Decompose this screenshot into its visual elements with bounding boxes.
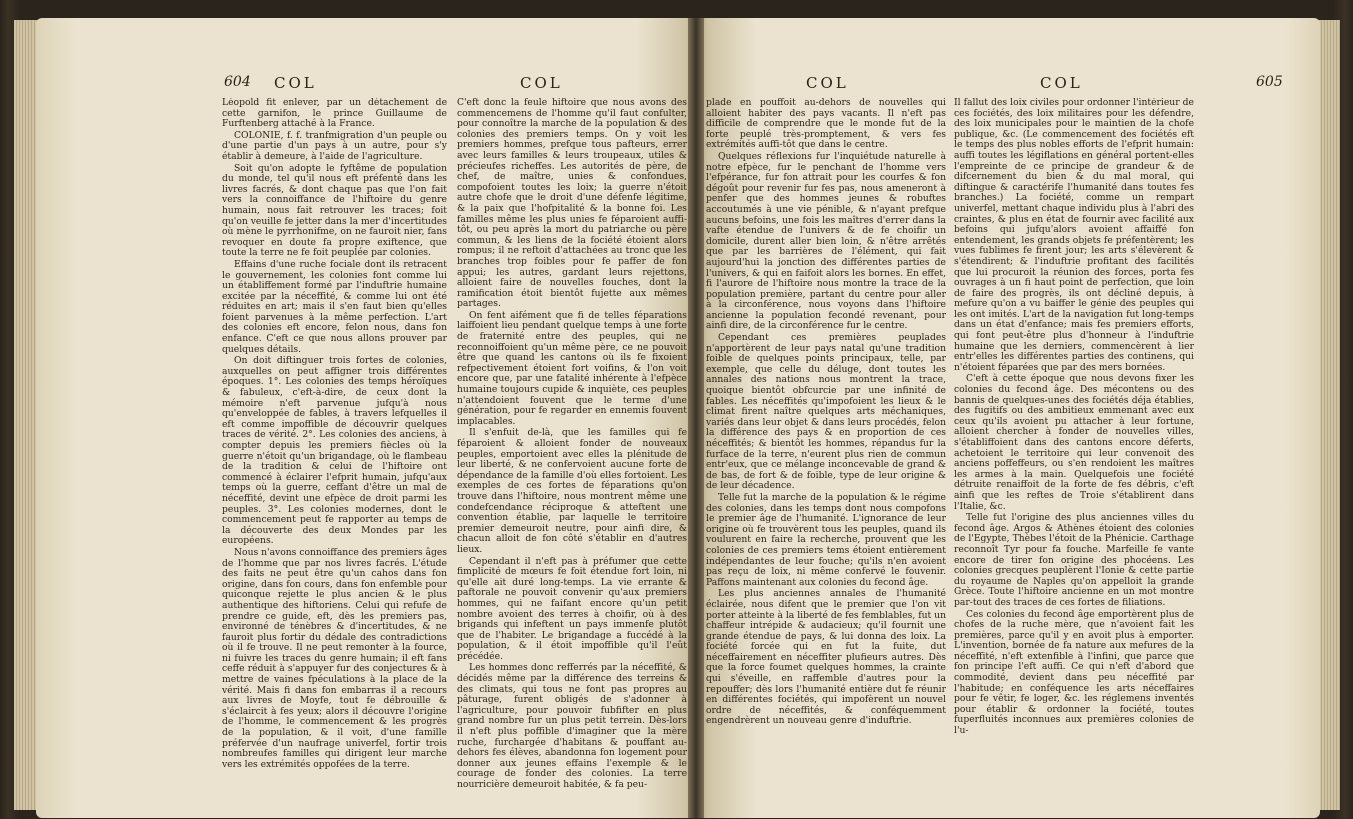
paragraph: Soit qu'on adopte le fyftême de population du monde, tel qu'il nous eft préfenté dans les livres facrés, & dont chaque pas que l'on fait vers la connoiffance de l'hiftoire du genre humain, nous fait retrouver les traces; foit qu'on veuille fe jetter dans la mer d'incertitudes où mène le pyrrhonifme, on ne fauroit nier, fans revoquer en doute fa propre exiftence, que toute la terre ne fe foit peuplée par colonies. [222,162,447,259]
right-page [696,18,1320,818]
text-column-2 [457,98,687,818]
text-column-2 [954,98,1194,818]
paragraph: Quelques réflexions fur l'inquiétude naturelle à notre efpèce, fur le penchant de l'homme vers l'efpérance, fur fon attrait pour les courfes & fon dégoût pour revenir fur fes pas, nous ameneront à penfer que des hommes jeunes & robuftes accoutumés à une vie pénible, & n'ayant prefque aucuns befoins, une fois les maîtres d'errer dans la vafte étendue de l'univers & de fe choifir un domicile, durent aller bien loin, & n'être arrêtés que par les barrières de l'élément, qui fait aujourd'hui la jonction des différentes parties de l'univers, & qui en faifoit alors les bornes. En effet, fi l'aurore de l'hiftoire nous montre la trace de la population première, partant du centre pour aller à la circonférence, nous voyons dans l'hiftoire ancienne la population fecondé revenant, pour ainfi dire, de la circonférence fur le centre. [706,150,946,332]
page-number: 605 [1256,74,1283,90]
text-column-1 [222,98,447,818]
paragraph: C'eft à cette époque que nous devons fixer les colonies du fecond âge. Des mécontens ou des bannis de quelques-unes des fociétés déja établies, des fugitifs ou des ambitieux emmenant avec eux ceux qu'ils avoient pu attacher à leur fortune, alloient chercher à fonder de nouvelles villes, s'établiffoient dans des cantons encore déferts, achetoient le territoire qui leur convenoit des anciens poffeffeurs, ou s'en rendoient les maîtres les armes à la main. Quelquefois une fociété détruite renaiffoit de la forte de fes débris, c'eft ainfi que les reftes de Troie s'établirent dans l'Italie, &c. [954,373,1194,512]
running-header-right: COL [1040,74,1083,92]
running-header-left: COL [806,74,849,92]
paragraph: Cependant ces premières peuplades n'apportèrent de leur pays natal qu'une tradition foible de quelques points principaux, telle, par exemple, que celle du déluge, dont toutes les annales des nations nous montrent la trace, quoique bientôt obfcurcie par une infinité de fables. Les néceffités qu'impofoient les lieux & le climat firent naître quelques arts méchaniques, variés dans leur objet & dans leurs procédés, felon la différence des pays & en proportion de ces néceffités; & bientôt les hommes, répandus fur la furface de la terre, n'eurent plus rien de commun entr'eux, que ce mélange inconcevable de grand & de bas, de fort & de foible, type de leur origine & de leur décadence. [706,332,946,492]
paragraph: plade en pouffoit au-dehors de nouvelles qui alloient habiter des pays vacants. Il n'eft pas difficile de comprendre que le monde fut de la forte peuplé très-promptement, & vers fes extrémités auffi-tôt que dans le centre. [706,98,946,151]
paragraph: Les plus anciennes annales de l'humanité éclairée, nous difent que le premier que l'on vit porter atteinte à la liberté de fes femblables, fut un chaffeur intrépide & audacieux; qu'il fournit une grande étendue de pays, & lui donna des loix. La fociété forcée qui en fut la fuite, dut néceffairement en néceffiter plufieurs autres. Dès que la force foumet quelques hommes, la crainte qui s'éveille, en raffemble d'autres pour la repouffer; dès lors l'humanité entière dut fe réunir en différentes fociétés, qui impofèrent un nouvel ordre de néceffités, & conféquemment engendrèrent un nouveau genre d'induftrie. [706,588,946,727]
paragraph: Léopold fit enlever, par un détachement de cette garnifon, le prince Guillaume de Furftenberg attaché à la France. [222,98,447,130]
paragraph: Les hommes donc refferrés par la néceffité, & décidés même par la différence des terreins & des climats, qui tous ne font pas propres au pâturage, furent obligés de s'adonner à l'agriculture, pour pouvoir fubfifter en plus grand nombre fur un plus petit terrein. Dès-lors il n'eft plus poffible d'imaginer que la mère ruche, furchargée d'habitans & pouffant au-dehors fes élèves, abandonna fon logement pour donner aux jeunes effains l'exemple & le courage de fonder des colonies. La terre nourricière demeuroit habitée, & fa peu- [457,662,687,790]
paragraph: Effains d'une ruche fociale dont ils retracent le gouvernement, les colonies font comme lui un établiffement formé par l'induftrie humaine excitée par la néceffité, & comme lui ont été réduites en art; mais il s'en faut bien qu'elles foient parvenues à la même perfection. L'art des colonies eft encore, felon nous, dans fon enfance. C'eft ce que nous allons prouver par quelques détails. [222,258,447,355]
paragraph: Ces colonies du fecond âge emportèrent plus de chofes de la ruche mère, que n'avoient fait les premières, parce qu'il y en avoit plus à emporter. L'invention, bornée de fa nature aux mefures de la néceffité, n'eft extenfible à l'infini, que parce que fon principe l'eft auffi. Ce qui n'eft d'abord que commodité, devient dans peu néceffité par l'habitude; en conféquence les arts néceffaires pour fe vêtir, fe loger, &c. les réglemens inventés pour établir & ordonner la fociété, toutes fuperfluités inconnues aux premières colonies de l'u- [954,608,1194,737]
running-header-right: COL [520,74,563,92]
paragraph: On fent aifément que fi de telles féparations laiffoient lieu pendant quelque temps à une forte de fraternité entre des peuples, qui ne reconnoiffoient qu'un même père, ce ne pouvoit être que quand les cantons où ils fe fixoient refpectivement étoient fort voifins, & l'on voit encore que, par une fatalité inhérente à l'efpèce humaine toujours cupide & inquiète, ces peuples n'attendoient fouvent que le terme d'une génération, pour fe regarder en ennemis fouvent implacables. [457,309,687,427]
page-number: 604 [224,74,251,90]
paragraph: Il fallut des loix civiles pour ordonner l'intérieur de ces fociétés, des loix militaires pour les défendre, des loix municipales pour le maintien de la chofe publique, &c. (Le commencement des fociétés eft le temps des plus nobles efforts de l'efprit humain: auffi toutes les légiflations en général portent-elles l'empreinte de ce principe de grandeur & de difcernement du bien & du mal moral, qui diftingue & caractérife l'humanité dans toutes fes branches.) La fociété, comme un rempart univerfel, mettant chaque individu plus à l'abri des craintes, & plus en état de fournir avec facilité aux befoins qui jufqu'alors avoient affaiffé fon entendement, les grands objets fe préfentèrent; les vues fublimes fe firent jour; les arts s'élevèrent & s'étendirent; & l'induftrie profitant des facilités que lui procuroit la réunion des forces, porta fes ouvrages à un fi haut point de perfection, que loin de faire des progrès, ils ont décliné depuis, à mefure qu'on a vu baiffer le génie des peuples qui les ont imités. L'art de la navigation fut long-temps dans un état d'enfance; mais fes premiers efforts, qui font peut-être plus d'honneur à l'induftrie humaine que les derniers, commencèrent à lier entr'elles les différentes parties des continens, qui n'étoient féparées que par des mers bornées. [954,98,1194,373]
paragraph: On doit diftinguer trois fortes de colonies, auxquelles on peut affigner trois différentes époques. 1°. Les colonies des temps héroïques & fabuleux, c'eft-à-dire, de ceux dont la mémoire n'eft parvenue jufqu'à nous qu'enveloppée de fables, à travers lefquelles il eft comme impoffible de découvrir quelques traces de vérité. 2°. Les colonies des anciens, à compter depuis les premiers fiècles où la guerre n'étoit qu'un brigandage, où le flambeau de la tradition & celui de l'hiftoire ont commencé à éclairer l'efprit humain, jufqu'aux temps où la guerre, ceffant d'être un mal de néceffité, devint une efpèce de droit parmi les peuples. 3°. Les colonies modernes, dont le commencement peut fe rapporter au temps de la découverte des deux Mondes par les européens. [222,355,447,547]
paragraph: Telle fut l'origine des plus anciennes villes du fecond âge. Argos & Athènes étoient des colonies de l'Egypte, Thèbes l'étoit de la Phénicie. Carthage reconnoît Tyr pour fa fouche. Marfeille fe vante encore de tirer fon origine des phocéens. Les colonies grecques peuplèrent l'Ionie & cette partie du royaume de Naples qu'on appelloit la grande Grèce. Toute l'hiftoire ancienne en un mot montre par-tout des traces de ces fortes de filiations. [954,512,1194,608]
left-page [36,18,696,818]
paragraph: C'eft donc la feule hiftoire que nous avons des commencemens de l'homme qu'il faut confulter, pour connoître la marche de la population & des colonies des premiers temps. On y voit les premiers hommes, prefque tous pafteurs, errer avec leurs familles & leurs troupeaux, utiles & précieufes richeffes. Les autorités de père, de chef, de maître, unies & confondues, compofoient toutes les loix; la guerre n'étoit autre chofe que le droit d'une défenfe légitime, & la paix que l'hofpitalité & la bonne foi. Les familles même les plus unies fe féparoient auffi-tôt, ou peu après la mort du patriarche ou père commun, & les liens de la fociété étoient alors rompus; il ne reftoit d'attachées au tronc que les branches trop foibles pour fe paffer de fon appui; les autres, gardant leurs rejettons, alloient faire de nouvelles fouches, dont la ramification étoit bientôt fujette aux mêmes partages. [457,98,687,310]
book-gutter [688,18,704,818]
paragraph: COLONIE, f. f. tranfmigration d'un peuple ou d'une partie d'un pays à un autre, pour s'y établir à demeure, à l'aide de l'agriculture. [222,129,447,162]
paragraph: Nous n'avons connoiffance des premiers âges de l'homme que par nos livres facrés. L'étude des faits ne peut être qu'un cahos dans fon origine, dans fon cours, dans fon enfemble pour quiconque rejette le plus ancien & le plus authentique des hiftoriens. Celui qui refufe de prendre ce guide, eft, dès les premiers pas, environné de ténèbres & d'incertitudes, & ne fauroit plus fortir du dédale des contradictions où il fe trouve. Il ne peut remonter à la fource, ni fuivre les traces du genre humain; il eft fans ceffe réduit à s'appuyer fur des conjectures & à mettre de vaines fpéculations à la place de la vérité. Mais fi dans fon embarras il a recours aux livres de Moyfe, tout fe débrouille & s'éclaircit à fes yeux; alors il découvre l'origine de l'homme, le commencement & les progrès de la population, & il voit, d'une famille préfervée d'un naufrage univerfel, fortir trois nombreufes familles qui dirigent leur marche vers les extrémités oppofées de la terre. [222,546,447,770]
paragraph: Telle fut la marche de la population & le régime des colonies, dans les temps dont nous compofons le premier âge de l'humanité. L'ignorance de leur origine où fe trouvèrent tous les peuples, quand ils voulurent en faire la recherche, prouvent que les colonies de ces premiers tems étoient entièrement indépendantes de leur fouche; qu'ils n'en avoient pas reçu de loix, ni même confervé le fouvenir. Paffons maintenant aux colonies du fecond âge. [706,491,946,588]
text-column-1 [706,98,946,818]
paragraph: Cependant il n'eft pas à préfumer que cette fimplicité de mœurs fe foit étendue fort loin, ni qu'elle ait duré long-temps. La vie errante & paftorale ne pouvoit convenir qu'aux premiers hommes, qui ne faifant encore qu'un petit nombre avoient des terres à choifir, où à des brigands qui infeftent un pays immenfe plutôt que de l'habiter. Le brigandage a fuccédé à la population, & il étoit impoffible qu'il l'eût précédée. [457,555,687,662]
paragraph: Il s'enfuit de-là, que les familles qui fe féparoient & alloient fonder de nouveaux peuples, emportoient avec elles la plénitude de leur liberté, & ne confervoient aucune forte de dépendance de la famille d'où elles fortoient. Les exemples de ces fortes de féparations qu'on trouve dans l'hiftoire, nous montrent même une condefcendance réciproque & atteftent une convention établie, par laquelle le territoire premier demeuroit neutre, pour ainfi dire, & chacun alloit de fon côté s'établir en d'autres lieux. [457,427,687,555]
running-header-left: COL [274,74,317,92]
